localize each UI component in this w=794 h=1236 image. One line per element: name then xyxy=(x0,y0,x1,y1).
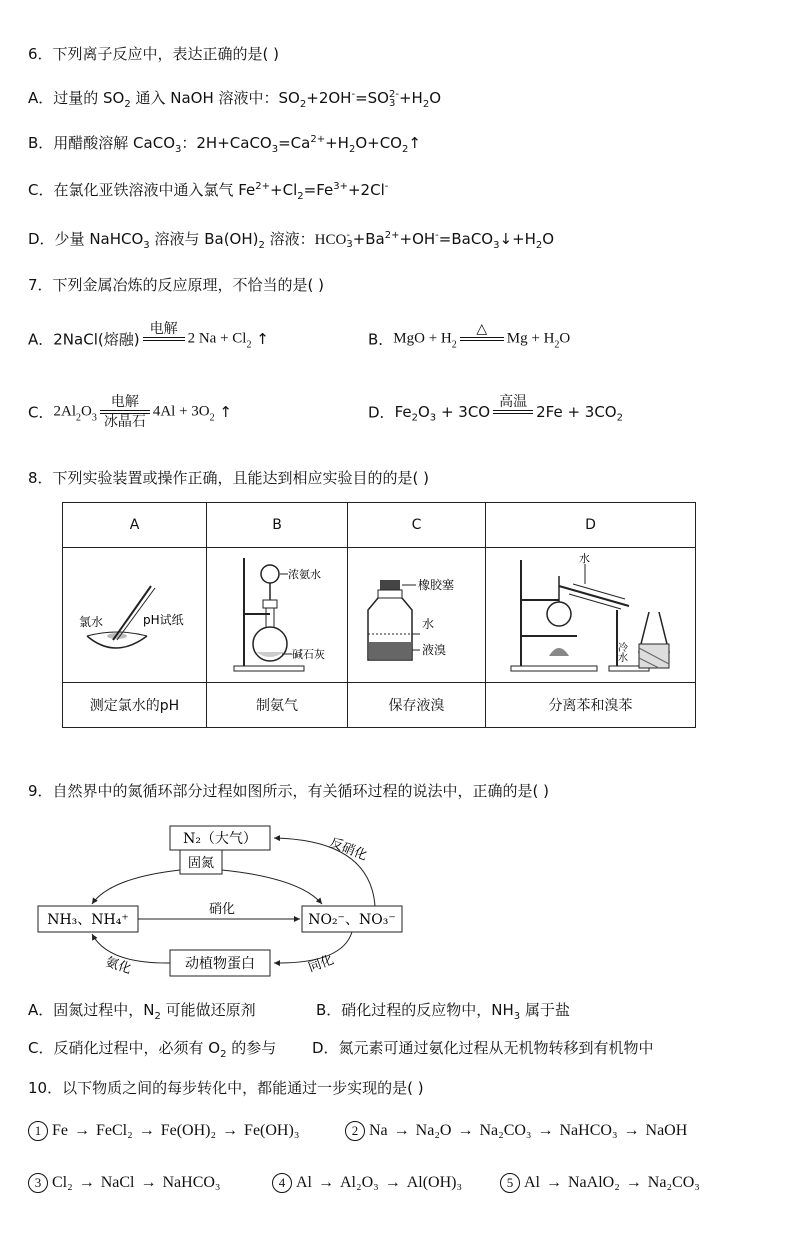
q7-c-reactants2: O xyxy=(80,403,92,420)
ammonification-label: 氨化 xyxy=(103,954,133,978)
q7-b-products-end: O xyxy=(559,330,571,347)
q8-apparatus-b xyxy=(207,548,348,683)
q9-b-label: B．硝化过程的反应物中，NH xyxy=(316,1001,514,1019)
q6-a-mid: 通入 NaOH 溶液中：SO xyxy=(130,89,300,107)
assimilation-label: 同化 xyxy=(306,952,336,976)
nitrification-label: 硝化 xyxy=(208,902,236,917)
q7-c-label: C． xyxy=(28,403,54,422)
q7-d-products: 2Fe + 3CO xyxy=(536,403,617,421)
q6-stem: 6．下列离子反应中，表达正确的是( ) xyxy=(28,45,280,63)
q10-4-arrow-2: → xyxy=(384,1174,401,1191)
q8-footer-b: 制氨气 xyxy=(207,683,348,728)
q10-4-step-2: Al(OH)₃ xyxy=(406,1174,463,1191)
q10-3-step-2: NaHCO₃ xyxy=(162,1174,221,1191)
q9-b-text2: 属于盐 xyxy=(524,1001,570,1019)
q10-4-arrow-1: → xyxy=(318,1174,334,1191)
q10-4-step-1: Al₂O₃ xyxy=(340,1174,379,1191)
q8-header-c: C xyxy=(348,503,486,548)
q10-option-3 xyxy=(28,1173,221,1193)
q10-1-step-3: Fe(OH)₃ xyxy=(244,1122,300,1139)
label-liquid-bromine: 液溴 xyxy=(421,643,446,657)
q7-a-products: 2 Na + Cl xyxy=(187,330,247,347)
q9-option-a: A．固氮过程中，$N_2$ 可能做还原剂 xyxy=(28,1001,256,1022)
q8-footer-d: 分离苯和溴苯 xyxy=(486,683,696,728)
distillation-illustration xyxy=(489,548,693,678)
label-soda-lime: 碱石灰 xyxy=(292,648,325,661)
q10-3-arrow-1: → xyxy=(78,1174,95,1191)
q8-apparatus-a xyxy=(63,548,207,683)
q8-header-a: A xyxy=(63,503,207,548)
q7-option-b: B．MgO + $H_2$ △ $Mg + H_2O$ xyxy=(368,321,571,351)
label-chlorine-water: 氯水 xyxy=(78,615,103,629)
q6-d-down: ↓ xyxy=(499,230,513,248)
nitrogen-cycle-diagram xyxy=(30,818,420,982)
q8-apparatus-d xyxy=(486,548,696,683)
ammonia-label: NH₃、NH₄⁺ xyxy=(47,912,129,928)
q9-c-label: C．反硝化过程中，必须有 O xyxy=(28,1039,221,1057)
label-ph-paper: pH试纸 xyxy=(142,613,184,627)
q8-header-d: D xyxy=(486,503,696,548)
q6-d-label: D．少量 NaHCO xyxy=(28,230,144,248)
q10-2-step-0: Na xyxy=(369,1122,388,1139)
q10-1-step-0: Fe xyxy=(52,1122,68,1139)
q8-footer-a: 测定氯水的pH xyxy=(63,683,207,728)
q10-4-step-0: Al xyxy=(296,1174,312,1191)
q8-experiment-table xyxy=(62,502,696,728)
q10-3-number: 3 xyxy=(28,1173,48,1193)
q6-b-eq1: ：2H+CaCO xyxy=(181,134,272,152)
q7-a-label: A．2NaCl(熔融) xyxy=(28,330,140,349)
q6-c-eq3: +2Cl xyxy=(347,181,385,199)
n2-label: N₂（大气） xyxy=(183,831,257,847)
q6-c-eq1: +Cl xyxy=(270,181,298,199)
q10-option-5 xyxy=(500,1173,700,1193)
q6-a-eq: +2OH xyxy=(306,89,352,107)
q6-d-eq2: +Ba xyxy=(352,230,385,248)
q10-2-arrow-1: → xyxy=(393,1122,410,1139)
q10-2-step-1: Na₂O xyxy=(415,1122,452,1139)
q10-5-step-1: NaAlO₂ xyxy=(568,1174,620,1191)
q7-stem: 7．下列金属冶炼的反应原理，不恰当的是( ) xyxy=(28,276,325,294)
q6-a-label: A．过量的 SO xyxy=(28,89,125,107)
q7-d-label: D． xyxy=(368,403,395,422)
q9-option-d: D．氮元素可通过氨化过程从无机物转移到有机物中 xyxy=(312,1039,654,1057)
q6-b-up: ↑ xyxy=(408,134,421,152)
q10-2-arrow-2: → xyxy=(457,1122,474,1139)
q6-b-eq3: +H xyxy=(325,134,349,152)
q6-d-mid2: 溶液： xyxy=(264,230,315,248)
q10-3-step-1: NaCl xyxy=(100,1174,135,1191)
q8-header-b: B xyxy=(207,503,348,548)
label-water: 水 xyxy=(421,617,434,631)
q10-1-step-2: Fe(OH)₂ xyxy=(160,1122,217,1139)
q10-5-number: 5 xyxy=(500,1173,520,1193)
q10-5-step-2: Na₂CO₃ xyxy=(647,1174,700,1191)
q8-stem: 8．下列实验装置或操作正确，且能达到相应实验目的的是( ) xyxy=(28,469,430,487)
q10-2-step-4: NaOH xyxy=(645,1122,688,1139)
q6-a-sep: =SO xyxy=(355,89,389,107)
q6-option-d: D．少量 NaHCO$_3$ 溶液与 $Ba(OH)_2$ 溶液：HCO - 3 $+Ba^{2+}+OH^-=BaCO_3↓+H_2O$ xyxy=(28,229,555,251)
q6-b-eq2: =Ca xyxy=(278,134,311,152)
q7-b-label: B． xyxy=(368,330,394,349)
q10-option-1 xyxy=(28,1121,299,1141)
q6-d-eq6: O xyxy=(542,230,555,248)
q9-a-text2: 可能做还原剂 xyxy=(165,1001,256,1019)
q10-stem: 10．以下物质之间的每步转化中，都能通过一步实现的是( ) xyxy=(28,1079,424,1097)
bromine-storage-illustration xyxy=(350,548,484,678)
q10-1-step-1: FeCl₂ xyxy=(96,1122,133,1139)
q10-2-arrow-3: → xyxy=(537,1122,554,1139)
nitrate-label: NO₂⁻、NO₃⁻ xyxy=(308,912,396,928)
q6-option-c: C．在氯化亚铁溶液中通入氯气 $Fe^{2+}+Cl_2=Fe^{3+}+2Cl^-$ xyxy=(28,181,389,202)
q6-b-eq4: O+CO xyxy=(355,134,402,152)
q10-1-arrow-2: → xyxy=(138,1122,155,1139)
q10-2-arrow-4: → xyxy=(623,1122,640,1139)
q7-c-products: 4Al + 3O xyxy=(152,403,210,420)
q9-a-label: A．固氮过程中，N xyxy=(28,1001,155,1019)
label-rubber-stopper: 橡胶塞 xyxy=(417,578,454,592)
q10-1-number: 1 xyxy=(28,1121,48,1141)
q10-2-number: 2 xyxy=(345,1121,365,1141)
q6-c-eq2: =Fe xyxy=(303,181,334,199)
q9-stem: 9．自然界中的氮循环部分过程如图所示，有关循环过程的说法中，正确的是( ) xyxy=(28,782,550,800)
q10-3-arrow-2: → xyxy=(140,1174,157,1191)
q6-option-a: A．过量的 $SO_2$ 通入 NaOH 溶液中：$SO_2+2OH^-=SO$ 2- 3 $+H_2O$ xyxy=(28,88,441,110)
q10-2-step-2: Na₂CO₃ xyxy=(479,1122,532,1139)
q7-d-condition: 高温 xyxy=(499,394,528,410)
q7-c-condition-bottom: 冰晶石 xyxy=(103,414,146,430)
q9-option-b: B．硝化过程的反应物中，$NH_3$ 属于盐 xyxy=(316,1001,570,1022)
q6-option-b: B．用醋酸溶解 CaCO$_3$：$2H+CaCO_3=Ca^{2+}+H_2O+CO_2↑$ xyxy=(28,134,421,155)
q10-2-step-3: NaHCO₃ xyxy=(559,1122,618,1139)
q6-d-eq4: =BaCO xyxy=(438,230,494,248)
q6-a-end: O xyxy=(429,89,441,107)
q6-d-eq5: +H xyxy=(512,230,536,248)
q7-b-condition: △ xyxy=(476,321,488,337)
q10-1-arrow-3: → xyxy=(222,1122,239,1139)
q6-a-tail: +H xyxy=(398,89,423,107)
q9-c-text2: 的参与 xyxy=(231,1039,277,1057)
q10-5-arrow-1: → xyxy=(546,1174,562,1191)
q7-option-d: D．$Fe_2O_3 + 3CO$ 高温 $2Fe + 3CO_2$ xyxy=(368,394,623,424)
fixation-label: 固氮 xyxy=(187,856,215,871)
ph-test-illustration xyxy=(65,548,205,678)
q6-c-label: C．在氯化亚铁溶液中通入氯气 Fe xyxy=(28,181,256,199)
ammonia-setup-illustration xyxy=(208,548,346,678)
q7-d-reactants2: O xyxy=(417,403,430,421)
denitrification-label: 反硝化 xyxy=(327,835,370,864)
q6-d-eq3: +OH xyxy=(399,230,436,248)
q7-option-c: C．$2Al_2O_3$ 电解 冰晶石 $4Al + 3O_2$ ↑ xyxy=(28,394,232,430)
q10-1-arrow-1: → xyxy=(74,1122,90,1139)
q7-c-condition-top: 电解 xyxy=(110,394,139,410)
q10-option-4 xyxy=(272,1173,462,1193)
q7-d-reactants: Fe xyxy=(394,403,412,421)
protein-label: 动植物蛋白 xyxy=(185,956,255,972)
q9-option-c: C．反硝化过程中，必须有 $O_2$ 的参与 xyxy=(28,1039,277,1060)
q7-c-reactants: 2Al xyxy=(53,403,76,420)
q8-footer-c: 保存液溴 xyxy=(348,683,486,728)
q10-5-arrow-2: → xyxy=(625,1174,642,1191)
label-condenser-water: 水 xyxy=(578,552,590,565)
q7-b-products: Mg + H xyxy=(506,330,555,347)
q10-4-number: 4 xyxy=(272,1173,292,1193)
q10-3-step-0: Cl₂ xyxy=(52,1174,73,1191)
q10-5-step-0: Al xyxy=(524,1174,540,1191)
q6-d-eq1: HCO xyxy=(314,232,347,248)
q10-option-2 xyxy=(345,1121,687,1141)
q7-option-a: A．2NaCl(熔融) 电解 2 $Na + Cl_2$ ↑ xyxy=(28,321,269,351)
q6-d-mid: 溶液与 Ba(OH) xyxy=(149,230,259,248)
q7-d-reactants3: + 3CO xyxy=(436,403,491,421)
q7-b-reactants: MgO + H xyxy=(393,330,452,347)
q7-a-condition: 电解 xyxy=(149,321,178,337)
q6-b-label: B．用醋酸溶解 CaCO xyxy=(28,134,176,152)
label-concentrated-ammonia: 浓氨水 xyxy=(288,568,321,581)
q8-apparatus-c xyxy=(348,548,486,683)
label-cold-water: 冷水 xyxy=(615,642,626,662)
